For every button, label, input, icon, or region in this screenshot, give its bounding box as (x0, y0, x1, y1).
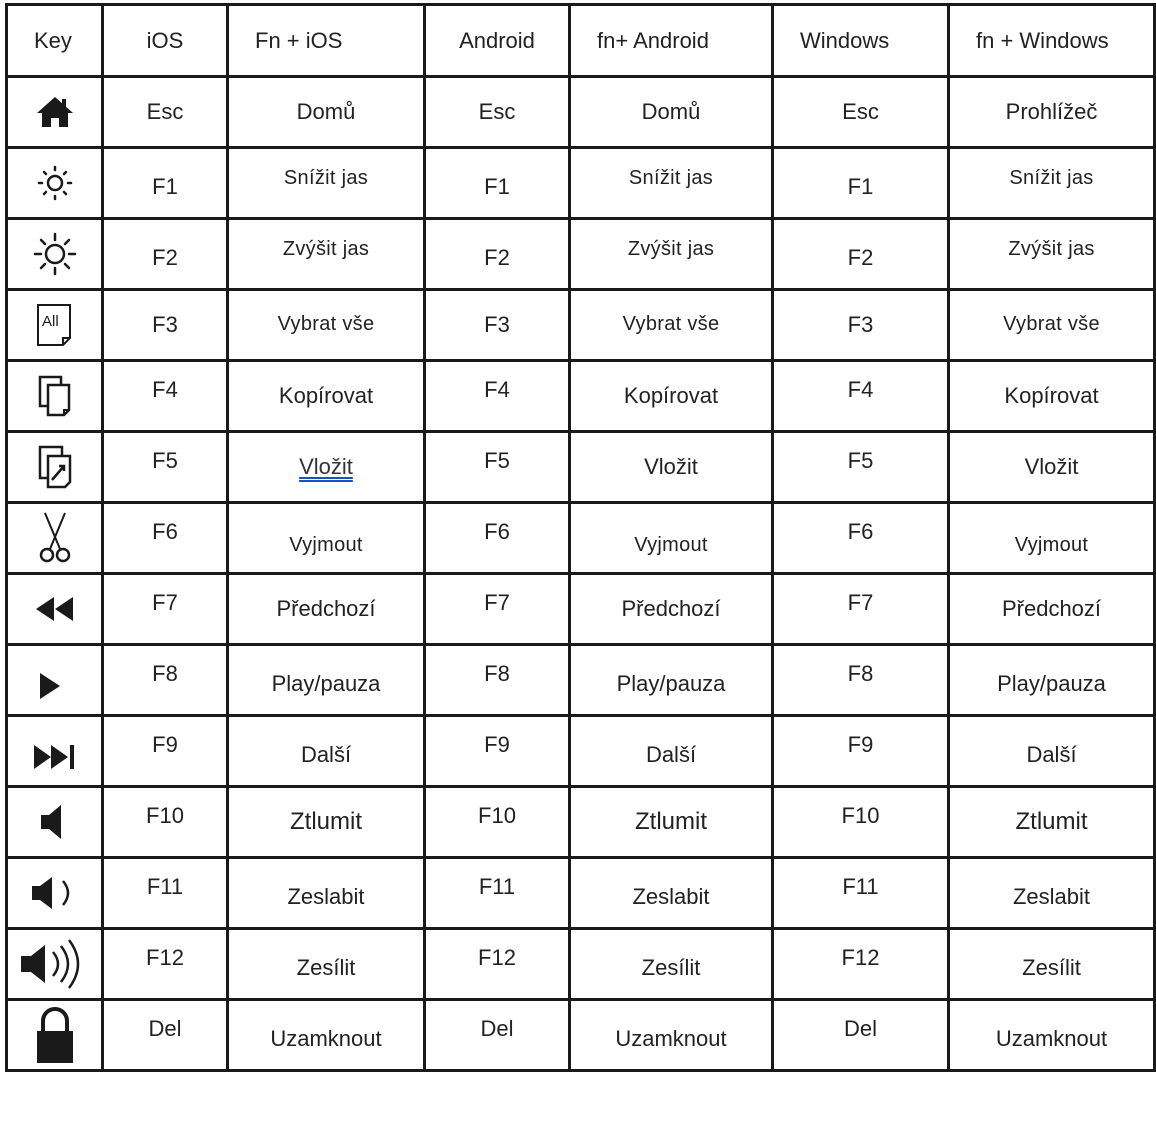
volume-up-icon (7, 929, 103, 1000)
table-row (7, 645, 1155, 716)
cell-windows: F7 (773, 574, 949, 645)
cell-windows: F5 (773, 432, 949, 503)
cell-android: Del (425, 1000, 570, 1071)
cell-fn-windows: Play/pauza (949, 645, 1155, 716)
cell-fn-android: Vyjmout (570, 503, 773, 574)
cell-fn-android: Zesílit (570, 929, 773, 1000)
table-row (7, 503, 1155, 574)
cell-fn-windows: Uzamknout (949, 1000, 1155, 1071)
header-windows: Windows (773, 5, 949, 77)
table-row (7, 361, 1155, 432)
paste-link[interactable]: Vložit (299, 454, 353, 479)
cell-ios: F10 (103, 787, 228, 858)
cell-ios: F4 (103, 361, 228, 432)
volume-down-icon (7, 858, 103, 929)
cell-windows: F11 (773, 858, 949, 929)
cell-ios: F5 (103, 432, 228, 503)
cell-fn-ios: Vyjmout (228, 503, 425, 574)
cell-fn-ios: Vybrat vše (228, 290, 425, 361)
table-row (7, 432, 1155, 503)
cell-android: F6 (425, 503, 570, 574)
header-fn-windows: fn + Windows (949, 5, 1155, 77)
rewind-icon (7, 574, 103, 645)
cell-ios: F8 (103, 645, 228, 716)
table-row (7, 290, 1155, 361)
cell-android: F3 (425, 290, 570, 361)
cell-fn-ios: Ztlumit (228, 787, 425, 858)
cell-windows: Del (773, 1000, 949, 1071)
cell-fn-android: Uzamknout (570, 1000, 773, 1071)
cell-fn-windows: Vyjmout (949, 503, 1155, 574)
keyboard-shortcut-table (5, 3, 1156, 1072)
cell-fn-android: Snížit jas (570, 148, 773, 219)
header-row (7, 5, 1155, 77)
cell-ios: F1 (103, 148, 228, 219)
header-fn-ios: Fn + iOS (228, 5, 425, 77)
svg-text:All: All (41, 313, 59, 330)
cell-ios: F2 (103, 219, 228, 290)
table-row (7, 716, 1155, 787)
table-row (7, 1000, 1155, 1071)
cell-ios: F9 (103, 716, 228, 787)
cell-fn-windows: Zesílit (949, 929, 1155, 1000)
cell-fn-android: Vložit (570, 432, 773, 503)
cell-fn-ios: Domů (228, 77, 425, 148)
cell-fn-windows: Vložit (949, 432, 1155, 503)
cell-fn-android: Předchozí (570, 574, 773, 645)
table-row (7, 574, 1155, 645)
brightness-down-icon (7, 148, 103, 219)
scissors-icon (7, 503, 103, 574)
cell-android: F11 (425, 858, 570, 929)
cell-ios: F6 (103, 503, 228, 574)
play-icon (7, 645, 103, 716)
cell-fn-android: Zeslabit (570, 858, 773, 929)
cell-ios: F7 (103, 574, 228, 645)
cell-fn-windows: Vybrat vše (949, 290, 1155, 361)
cell-android: F7 (425, 574, 570, 645)
cell-fn-android: Vybrat vše (570, 290, 773, 361)
cell-android: F5 (425, 432, 570, 503)
cell-windows: F4 (773, 361, 949, 432)
header-ios: iOS (103, 5, 228, 77)
cell-android: F12 (425, 929, 570, 1000)
table-row (7, 929, 1155, 1000)
cell-windows: F12 (773, 929, 949, 1000)
cell-windows: F2 (773, 219, 949, 290)
cell-fn-android: Ztlumit (570, 787, 773, 858)
paste-icon (7, 432, 103, 503)
cell-windows: F8 (773, 645, 949, 716)
cell-android: F8 (425, 645, 570, 716)
cell-fn-ios: Zvýšit jas (228, 219, 425, 290)
cell-fn-windows: Zvýšit jas (949, 219, 1155, 290)
cell-fn-windows: Kopírovat (949, 361, 1155, 432)
header-fn-android: fn+ Android (570, 5, 773, 77)
cell-windows: F6 (773, 503, 949, 574)
cell-ios: F12 (103, 929, 228, 1000)
cell-fn-android: Zvýšit jas (570, 219, 773, 290)
cell-fn-ios: Uzamknout (228, 1000, 425, 1071)
cell-fn-ios: Předchozí (228, 574, 425, 645)
table-row (7, 219, 1155, 290)
cell-fn-ios: Play/pauza (228, 645, 425, 716)
cell-windows: Esc (773, 77, 949, 148)
table-row (7, 77, 1155, 148)
table-row (7, 858, 1155, 929)
cell-fn-ios: Zesílit (228, 929, 425, 1000)
cell-fn-android: Kopírovat (570, 361, 773, 432)
cell-fn-windows: Předchozí (949, 574, 1155, 645)
cell-windows: F3 (773, 290, 949, 361)
cell-fn-windows: Další (949, 716, 1155, 787)
cell-fn-android: Další (570, 716, 773, 787)
copy-icon (7, 361, 103, 432)
lock-icon (7, 1000, 103, 1071)
cell-ios: F3 (103, 290, 228, 361)
mute-icon (7, 787, 103, 858)
cell-fn-windows: Ztlumit (949, 787, 1155, 858)
cell-fn-android: Domů (570, 77, 773, 148)
brightness-up-icon (7, 219, 103, 290)
header-key: Key (7, 5, 103, 77)
cell-fn-ios: Snížit jas (228, 148, 425, 219)
cell-windows: F9 (773, 716, 949, 787)
header-android: Android (425, 5, 570, 77)
cell-fn-android: Play/pauza (570, 645, 773, 716)
select-all-icon (7, 290, 103, 361)
cell-ios: F11 (103, 858, 228, 929)
cell-android: F1 (425, 148, 570, 219)
cell-fn-windows: Zeslabit (949, 858, 1155, 929)
cell-ios: Esc (103, 77, 228, 148)
next-track-icon (7, 716, 103, 787)
cell-android: F10 (425, 787, 570, 858)
cell-fn-ios: Kopírovat (228, 361, 425, 432)
cell-android: F4 (425, 361, 570, 432)
cell-fn-windows: Snížit jas (949, 148, 1155, 219)
home-icon (7, 77, 103, 148)
cell-android: Esc (425, 77, 570, 148)
cell-fn-ios: Zeslabit (228, 858, 425, 929)
cell-windows: F1 (773, 148, 949, 219)
table-row (7, 148, 1155, 219)
cell-fn-ios[interactable] (228, 432, 425, 503)
cell-windows: F10 (773, 787, 949, 858)
cell-android: F2 (425, 219, 570, 290)
cell-fn-windows: Prohlížeč (949, 77, 1155, 148)
table-row (7, 787, 1155, 858)
cell-android: F9 (425, 716, 570, 787)
cell-ios: Del (103, 1000, 228, 1071)
cell-fn-ios: Další (228, 716, 425, 787)
